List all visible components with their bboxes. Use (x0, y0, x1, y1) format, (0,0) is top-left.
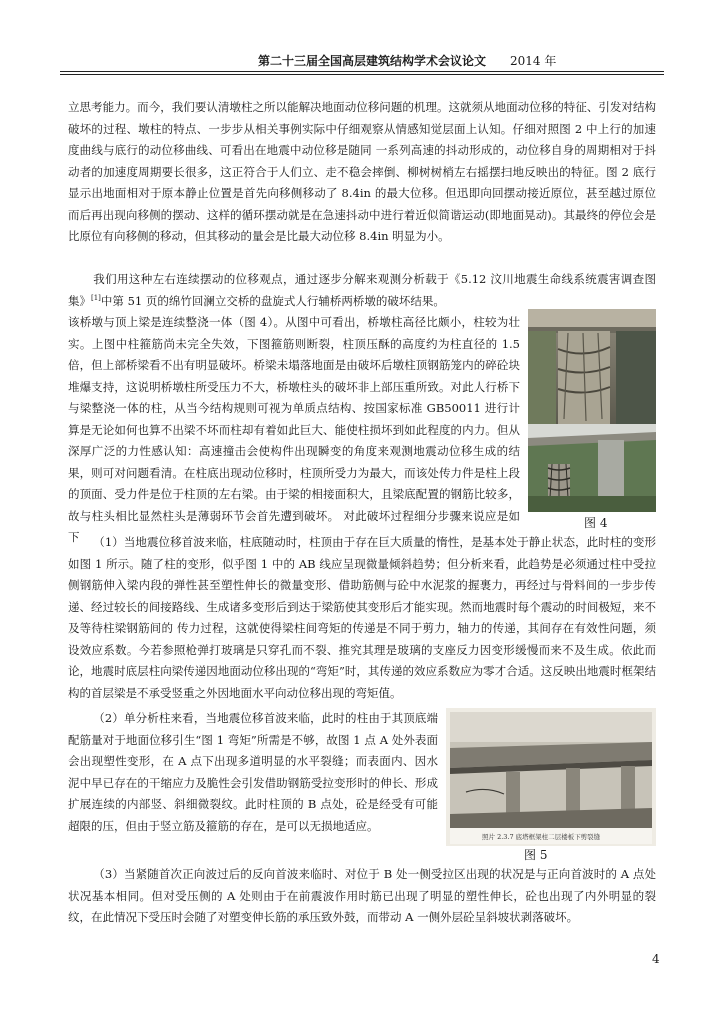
fig5-inset-caption: 照片 2.3.7 底塔框架柱二层楼板下剪裂缝 (482, 833, 601, 841)
step3-paragraph: （3）当紧随首次正向波过后的反向首波来临时、对位于 B 处一侧受拉区出现的状况是与正向首波时的 A 点处状况基本相同。但对受压侧的 A 处则由于在前震波作用时筋已出现了明显的塑性伸长，砼也出现了内外明显的裂纹，在此情况下受压时会随了对塑变伸长筋的承压致外鼓，而带动 A 一侧外层砼呈斜坡状剥落破坏。 (68, 867, 656, 924)
page-number: 4 (652, 952, 660, 966)
fig5-caption: 图 5 (524, 848, 548, 862)
fig4-top-photo (528, 309, 656, 424)
fig4-bottom-photo (528, 424, 656, 512)
conference-title: 第二十三届全国高层建筑结构学术会议论文 (258, 54, 487, 68)
header-year: 2014 年 (510, 54, 557, 68)
citation-ref: [1] (91, 293, 101, 302)
step2-paragraph: （2）单分析柱来看，当地震位移首波来临，此时的柱由于其顶底端配筋量对于地面位移引生“图 1 弯矩”所需是不够，故图 1 点 A 处外表面会出现塑性变形，在 A 点下出现多道明显的水平裂缝；而表面内、因水泥中早已存在的干缩应力及脆性会引发借助钢筋受拉变形时的伸长、形成扩展连续的内部竖、斜细微裂纹。此时柱顶的 B 点处，砼是经受有可能超限的压，但由于竖立筋及箍筋的存在，是可以无损地适应。 (68, 711, 438, 833)
fig4-caption: 图 4 (584, 516, 608, 530)
bridge-paragraph-lead: 我们用这种左右连续摆动的位移观点，通过逐步分解来观测分析载于《5.12 汶川地震生命线系统震害调查图集》[1]中第 51 页的绵竹回澜立交桥的盘旋式人行辅桥两桥墩的破坏结果。 (68, 272, 656, 308)
page-header (258, 52, 598, 70)
header-rule-thin (60, 74, 664, 75)
fig4-side-paragraph: 该桥墩与顶上梁是连续整浇一体（图 4）。从图中可看出，桥墩柱高径比颇小，柱较为壮实。上图中柱箍筋尚未完全失效，下图箍筋则断裂，柱顶压酥的高度约为柱直径的 1.5 倍，但上部桥梁看不出有明显破坏。桥梁未塌落地面是由破坏后墩柱顶钢筋笼内的碎砼块堆爆支持，这说明桥墩柱所受压力不大，桥墩柱头的破坏非上部压重所致。对此人行桥下与梁整浇一体的柱，从当今结构规则可视为单质点结构、按国家标准 GB50011 进行计算是无论如何也算不出梁不坏而柱却有着如此巨大、能使柱损坏到如此程度的内力。但从深厚广泛的力性感认知：高速撞击会使构件出现瞬变的角度来观测地震动位移生成的结果，则可对问题看清。在柱底出现动位移时，柱顶所受力为最大，而该处传力件是柱上段的顶面、受力件是位于柱顶的左右梁。由于梁的相接面积大，且梁底配置的钢筋比较多，故与柱头相比显然柱头是薄弱环节会首先遭到破坏。 对此破坏过程细分步骤来说应是如下 (68, 315, 520, 544)
header-rule-thick (60, 71, 664, 72)
step1-paragraph: （1）当地震位移首波来临，柱底随动时，柱顶由于存在巨大质量的惰性，是基本处于静止状态，此时柱的变形如图 1 所示。随了柱的变形，似乎图 1 中的 AB 线应呈现微量倾斜趋势；但分析来看，此趋势是必须通过柱中受拉侧钢筋伸入梁内段的弹性甚至塑性伸长的微量变形、借助筋侧与砼中水泥浆的握裹力，再经过与骨料间的一步步传递、经过较长的间接路线、生成诸多变形后到达于梁筋使其变形后才能实现。然而地震时每个震动的时间极短，来不及等待柱梁钢筋间的 传力过程，这就使得梁柱间弯矩的传递是不同于剪力，轴力的传递，其间存在有效性问题，须设效应系数。今若参照枪弹打玻璃是只穿孔而不裂、推究其理是玻璃的支座反力因变形缓慢而来不及生成。依此而论，地震时底层柱向梁传递因地面动位移出现的“弯矩”时，其传递的效应系数应为零才合适。这反映出地震时框架结构的首层梁是不承受竖重之外因地面水平向动位移出现的弯矩值。 (68, 535, 656, 700)
fig5-photo (446, 708, 656, 846)
intro-paragraph: 立思考能力。而今，我们要认清墩柱之所以能解决地面动位移问题的机理。这就须从地面动位移的特征、引发对结构破坏的过程、墩柱的特点、一步步从相关事例实际中仔细观察从情感知觉层面上认知。仔细对照图 2 中上行的加速度曲线与底行的动位移曲线、可看出在地震中动位移是随同 一系列高速的抖动形成的，动位移自身的周期相对于抖动者的加速度周期要长很多，这正符合于人们立、走不稳会摔倒、柳树树梢左右摇摆扫地反映出的特征。图 2 底行显示出地面相对于原本静止位置是首先向移侧移动了 8.4in 的最大位移。但迅即向回摆动接近原位，甚至越过原位而后再出现向移侧的摆动、这样的循环摆动就是在急速抖动中进行着近似简谐运动(即地面晃动)。其最终的停位会是比原位有向移侧的移动，但其移动的量会是比最大动位移 8.4in 明显为小。 (68, 100, 656, 243)
